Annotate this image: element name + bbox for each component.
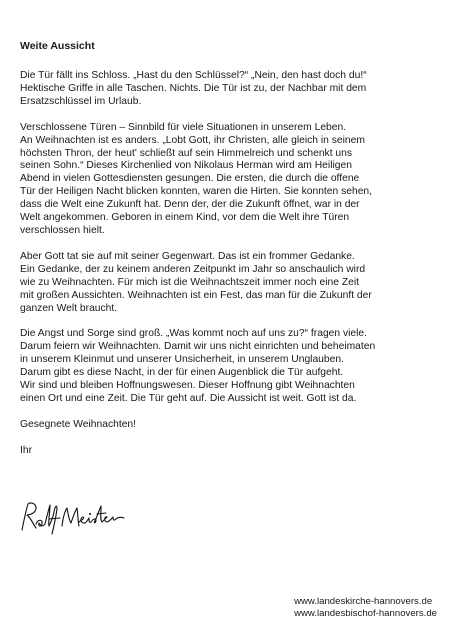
text-line: Verschlossene Türen – Sinnbild für viele Situationen in unserem Leben. <box>20 121 347 133</box>
closing-greeting <box>20 419 440 432</box>
paragraph-closed-doors <box>20 122 440 238</box>
text-line: Gesegnete Weihnachten! <box>20 418 137 430</box>
text-line: einen Ort und eine Zeit. Die Tür geht auf. Die Aussicht ist weit. Gott ist da. <box>20 392 357 404</box>
text-line: verschlossen hielt. <box>20 224 105 236</box>
paragraph-hope <box>20 328 440 405</box>
paragraph-presence <box>20 251 440 316</box>
website-link-landesbischof[interactable]: www.landesbischof-hannovers.de <box>294 608 437 620</box>
text-line: ganzen Welt braucht. <box>20 302 118 314</box>
text-line: Aber Gott tat sie auf mit seiner Gegenwart. Das ist ein frommer Gedanke. <box>20 250 355 262</box>
text-line: Die Tür fällt ins Schloss. „Hast du den Schlüssel?“ „Nein, den hast doch du!“ <box>20 70 367 81</box>
text-line: Die Angst und Sorge sind groß. „Was kommt noch auf uns zu?“ fragen viele. <box>20 328 368 340</box>
closing-yours <box>20 445 440 458</box>
text-line: Ersatzschlüssel im Urlaub. <box>20 95 142 107</box>
text-line: dass die Welt eine Zukunft hat. Denn der, der die Zukunft öffnet, war in der <box>20 199 360 211</box>
footer-links <box>294 596 437 621</box>
text-line: Hektische Griffe in alle Taschen. Nichts. Die Tür ist zu, der Nachbar mit dem <box>20 82 367 94</box>
text-line: höchsten Thron, der heut' schließt auf sein Himmelreich und schenkt uns <box>20 147 353 159</box>
text-line: wie zu Weihnachten. Für mich ist die Weihnachtszeit immer noch eine Zeit <box>20 276 359 288</box>
text-line: Welt angekommen. Geboren in einem Kind, vor dem die Welt ihre Türen <box>20 212 350 224</box>
text-line: Tür der Heiligen Nacht blicken konnten, waren die Hirten. Sie konnten sehen, <box>20 186 373 198</box>
text-line: Darum gibt es diese Nacht, in der für einen Augenblick die Tür aufgeht. <box>20 367 344 379</box>
text-line: mit großen Aussichten. Weihnachten ist ein Fest, das man für die Zukunft der <box>20 289 372 301</box>
text-line: Ihr <box>20 444 33 456</box>
text-line: seinen Sohn.“ Dieses Kirchenlied von Nikolaus Herman wird am Heiligen <box>20 160 352 172</box>
website-link-landeskirche[interactable]: www.landeskirche-hannovers.de <box>294 596 433 607</box>
text-line: An Weihnachten ist es anders. „Lobt Gott, ihr Christen, alle gleich in seinem <box>20 134 365 146</box>
text-line: Darum feiern wir Weihnachten. Damit wir uns nicht einrichten und beheimaten <box>20 341 376 353</box>
handwritten-signature <box>16 500 128 536</box>
paragraph-intro <box>20 70 440 109</box>
text-line: in unserem Kleinmut und unserer Unsicherheit, in unserem Unglauben. <box>20 354 344 366</box>
document-title: Weite Aussicht <box>20 40 95 52</box>
text-line: Abend in vielen Gottesdiensten gesungen. Die ersten, die durch die offene <box>20 173 360 185</box>
text-line: Wir sind und bleiben Hoffnungswesen. Dieser Hoffnung gibt Weihnachten <box>20 380 355 392</box>
letter-body <box>20 40 440 471</box>
text-line: Ein Gedanke, der zu keinem anderen Zeitpunkt im Jahr so anschaulich wird <box>20 263 366 275</box>
